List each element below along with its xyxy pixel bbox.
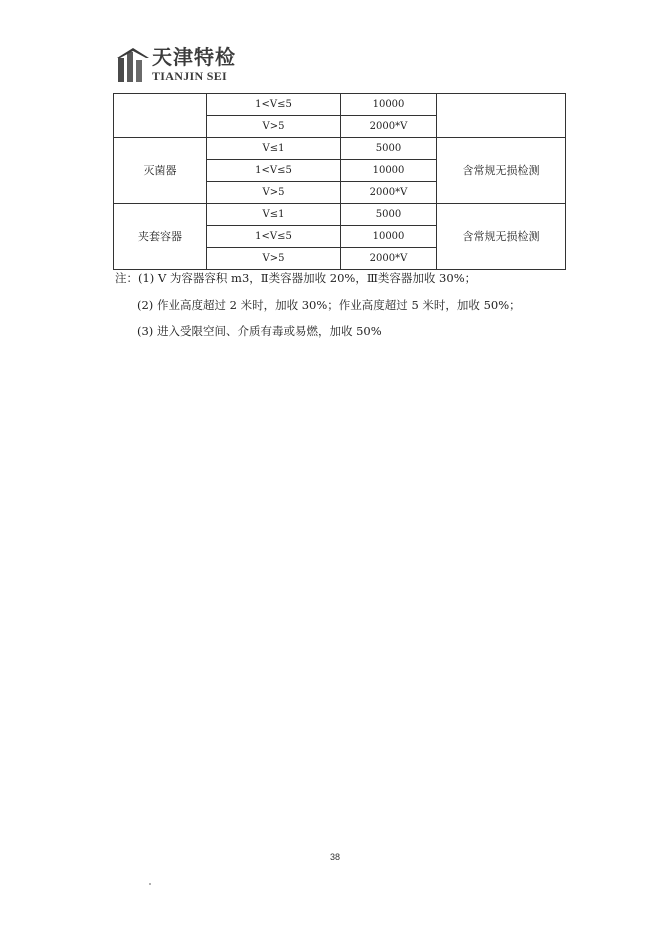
volume-range-cell: V>5	[207, 182, 341, 204]
note-line-1: 注：(1) V 为容器容积 m3，Ⅱ类容器加收 20%，Ⅲ类容器加收 30%；	[115, 271, 477, 285]
fee-cell: 5000	[341, 204, 437, 226]
logo-english-name: TIANJIN SEI	[152, 69, 227, 83]
volume-range-cell: V>5	[207, 248, 341, 270]
fee-cell: 2000*V	[341, 248, 437, 270]
fee-cell: 5000	[341, 138, 437, 160]
logo-chinese-name: 天津特检	[152, 45, 236, 69]
fee-cell: 10000	[341, 94, 437, 116]
category-cell: 夹套容器	[114, 204, 207, 270]
volume-range-cell: 1<V≤5	[207, 94, 341, 116]
volume-range-cell: V≤1	[207, 138, 341, 160]
table-row	[114, 138, 566, 160]
note-cell: 含常规无损检测	[437, 138, 566, 204]
volume-range-cell: V>5	[207, 116, 341, 138]
note-line-2: (2) 作业高度超过 2 米时，加收 30%；作业高度超过 5 米时，加收 50%；	[137, 298, 521, 312]
logo-emblem-icon	[117, 46, 149, 84]
table-row	[114, 94, 566, 116]
fee-cell: 10000	[341, 226, 437, 248]
fee-cell: 10000	[341, 160, 437, 182]
category-cell	[114, 94, 207, 138]
note-line-3: (3) 进入受限空间、介质有毒或易燃，加收 50%	[137, 324, 382, 338]
volume-range-cell: V≤1	[207, 204, 341, 226]
fee-cell: 2000*V	[341, 116, 437, 138]
company-logo	[117, 44, 267, 88]
volume-range-cell: 1<V≤5	[207, 226, 341, 248]
note-cell: 含常规无损检测	[437, 204, 566, 270]
category-cell: 灭菌器	[114, 138, 207, 204]
fee-table	[113, 93, 566, 270]
page-number: 38	[329, 852, 340, 862]
fee-cell: 2000*V	[341, 182, 437, 204]
scan-speck	[149, 883, 151, 885]
volume-range-cell: 1<V≤5	[207, 160, 341, 182]
note-cell	[437, 94, 566, 138]
table-row	[114, 204, 566, 226]
